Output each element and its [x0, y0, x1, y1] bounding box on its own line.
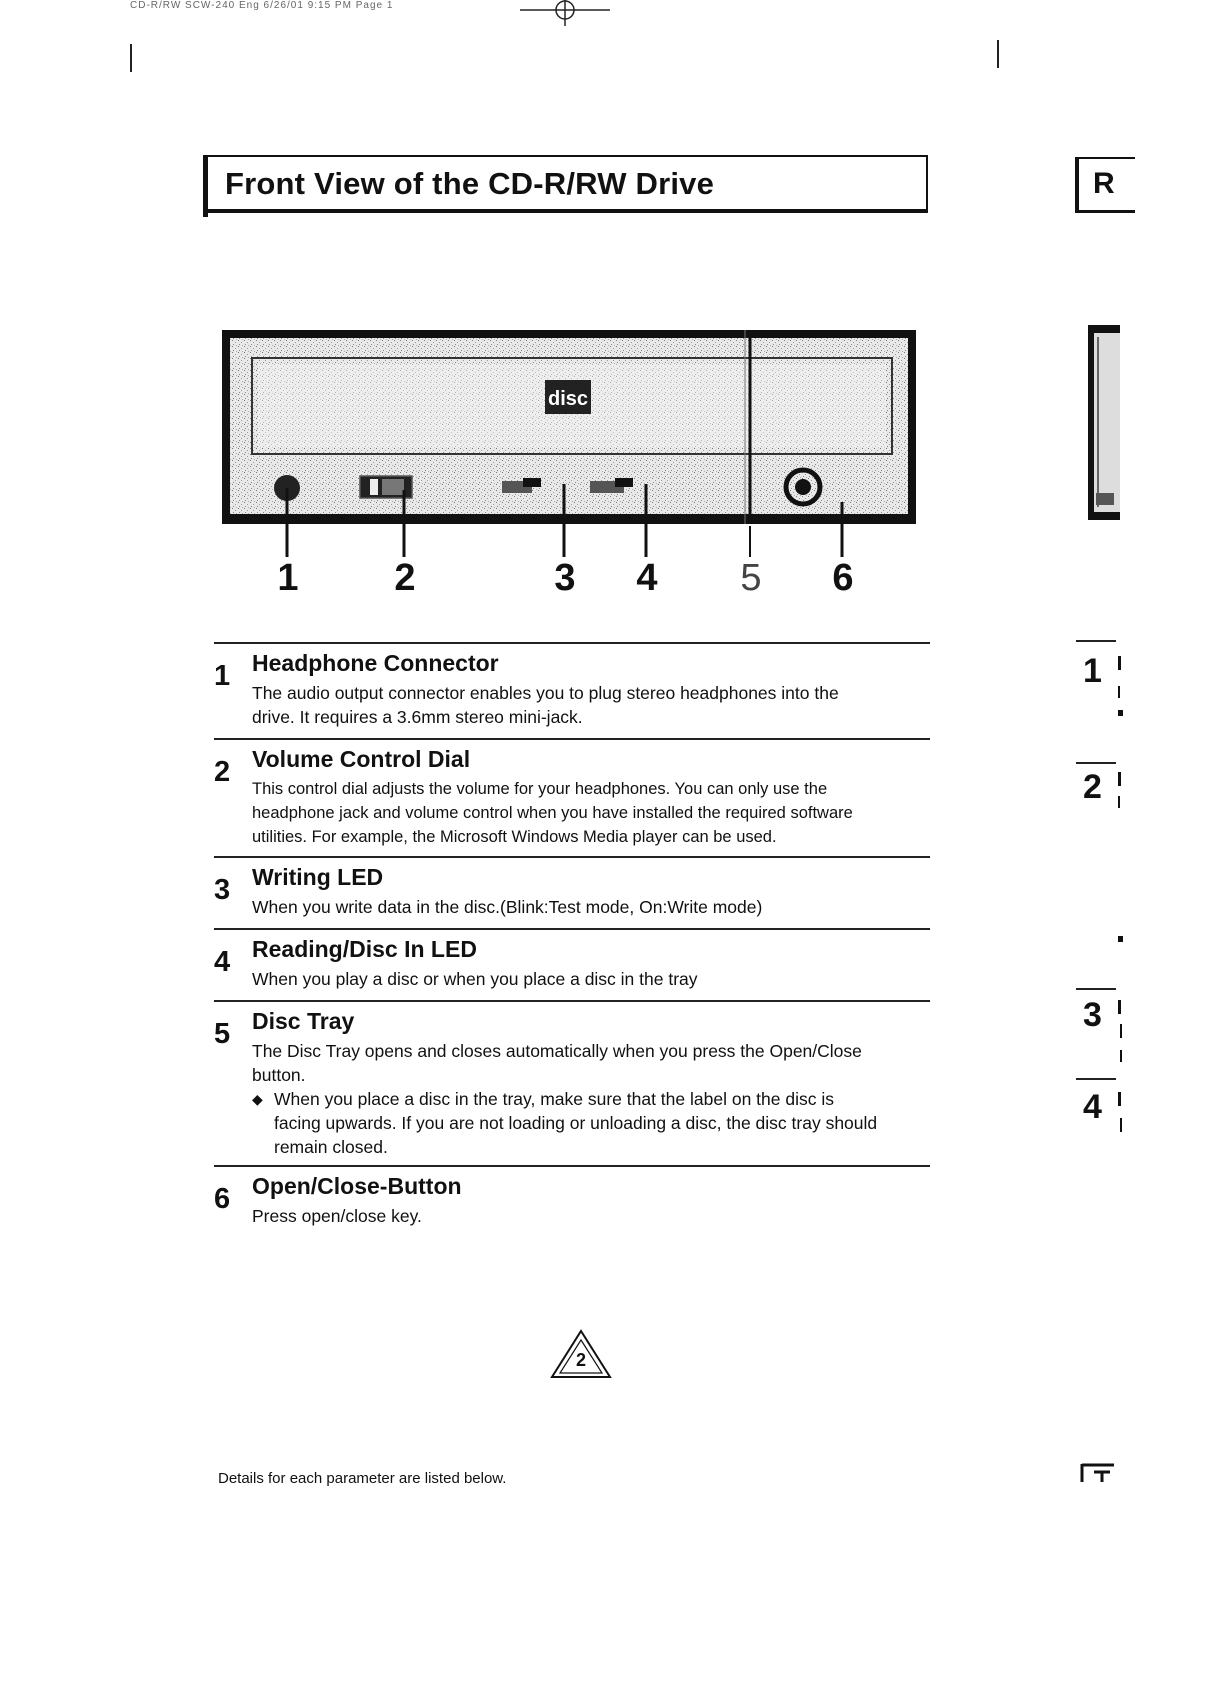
item-title: Reading/Disc In LED [252, 936, 477, 962]
adjacent-text-fragment [1120, 1118, 1122, 1132]
item-title: Open/Close-Button [252, 1173, 462, 1199]
adjacent-separator [1076, 1078, 1116, 1080]
item-writing-led [214, 864, 949, 922]
adjacent-text-fragment [1118, 710, 1123, 716]
item-volume-control-dial [214, 746, 949, 850]
item-open-close-button [214, 1173, 949, 1233]
item-number: 2 [214, 756, 231, 788]
item-description: The Disc Tray opens and closes automatically when you press the Open/Close button. ◆ When you place a disc in the tray, make sure that the label on the disc is facing upwards. If you are not loading or unloading a disc, the disc tray should remain closed. [252, 1039, 952, 1159]
adjacent-separator [1076, 640, 1116, 642]
callout-5: 5 [740, 557, 762, 599]
item-number: 6 [214, 1183, 231, 1215]
callout-4: 4 [636, 557, 658, 599]
separator [214, 738, 930, 740]
page-title: Front View of the CD-R/RW Drive [225, 166, 715, 201]
adjacent-text-fragment [1118, 1092, 1121, 1106]
adjacent-item-number: 1 [1083, 652, 1102, 690]
adjacent-page-drive-fragment [1088, 325, 1120, 520]
adjacent-item-number: 2 [1083, 768, 1102, 806]
adjacent-text-fragment [1118, 1000, 1121, 1014]
item-number: 4 [214, 946, 231, 978]
item-reading-disc-in-led [214, 936, 949, 994]
print-header: CD-R/RW SCW-240 Eng 6/26/01 9:15 PM Page 1 [130, 0, 394, 11]
adjacent-text-fragment [1120, 1050, 1122, 1062]
callout-1: 1 [277, 557, 299, 599]
footer-note: Details for each parameter are listed below. [218, 1470, 507, 1487]
item-number: 1 [214, 660, 231, 692]
adjacent-text-fragment [1118, 772, 1121, 786]
item-title: Writing LED [252, 864, 384, 890]
callout-3: 3 [554, 557, 576, 599]
separator [214, 928, 930, 930]
item-description: This control dial adjusts the volume for your headphones. You can only use the headphone jack and volume control when you have installed the required software utilities. For example, the Microsoft Windows Media player can be used. [252, 780, 853, 846]
adjacent-item-number: 4 [1083, 1088, 1102, 1126]
item-description: When you play a disc or when you place a disc in the tray [252, 969, 698, 989]
callout-2: 2 [394, 557, 416, 599]
separator [214, 856, 930, 858]
adjacent-page-corner-mark [1080, 1462, 1116, 1484]
adjacent-text-fragment [1120, 1024, 1122, 1038]
diamond-bullet-icon: ◆ [252, 1091, 263, 1107]
separator [214, 1165, 930, 1167]
adjacent-text-fragment [1118, 686, 1120, 698]
item-title: Volume Control Dial [252, 746, 471, 772]
item-headphone-connector [214, 650, 949, 730]
item-number: 3 [214, 874, 231, 906]
disc-logo-text: disc [547, 388, 589, 410]
adjacent-page-title: R [1093, 167, 1115, 200]
adjacent-separator [1076, 762, 1116, 764]
callout-lines [0, 0, 1220, 620]
note-bullet: ◆ When you place a disc in the tray, make sure that the label on the disc is facing upwards. If you are not loading or unloading a disc, the disc tray should remain closed. [252, 1089, 878, 1157]
page-number-badge [549, 1328, 613, 1385]
adjacent-text-fragment [1118, 796, 1120, 808]
adjacent-item-number: 3 [1083, 996, 1102, 1034]
separator [214, 1000, 930, 1002]
item-number: 5 [214, 1018, 231, 1050]
page-number: 2 [575, 1350, 586, 1370]
adjacent-separator [1076, 988, 1116, 990]
item-description: When you write data in the disc.(Blink:Test mode, On:Write mode) [252, 897, 763, 917]
item-disc-tray [214, 1008, 949, 1158]
callout-6: 6 [832, 557, 854, 599]
item-title: Disc Tray [252, 1008, 355, 1034]
item-title: Headphone Connector [252, 650, 499, 676]
adjacent-text-fragment [1118, 656, 1121, 670]
item-description: Press open/close key. [252, 1206, 422, 1226]
item-description: The audio output connector enables you to plug stereo headphones into the drive. It requires a 3.6mm stereo mini-jack. [252, 683, 839, 727]
separator [214, 642, 930, 644]
adjacent-text-fragment [1118, 936, 1123, 942]
